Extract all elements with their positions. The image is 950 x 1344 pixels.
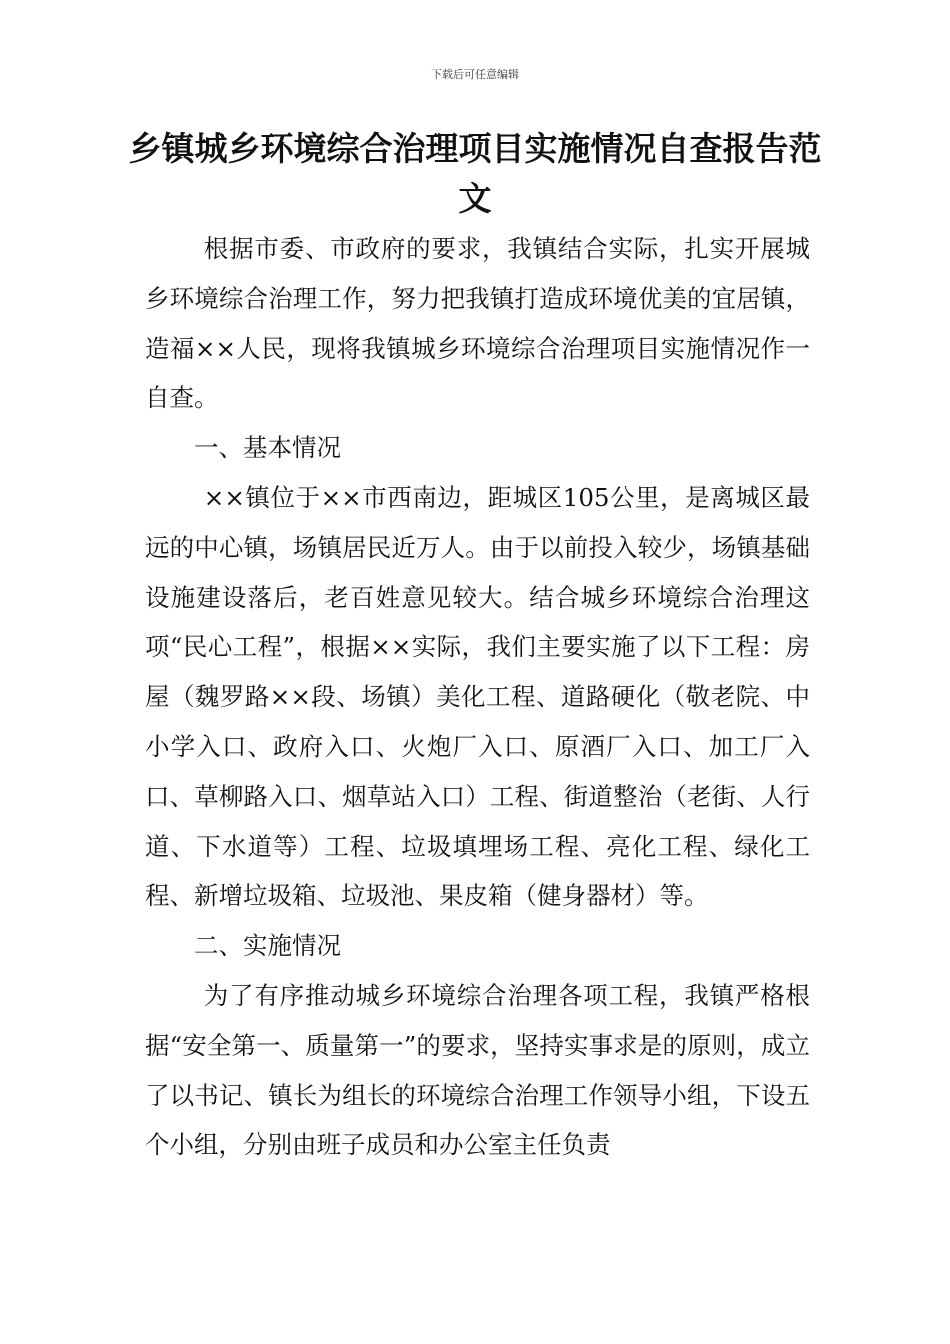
document-title: 乡镇城乡环境综合治理项目实施情况自查报告范文 xyxy=(128,129,822,218)
document-body xyxy=(145,224,810,1170)
section-heading-implementation: 二、实施情况 xyxy=(194,931,341,961)
paragraph-intro: 根据市委、市政府的要求，我镇结合实际，扎实开展城乡环境综合治理工作，努力把我镇打造成环境优美的宜居镇，造福××人民，现将我镇城乡环境综合治理项目实施情况作一自查。 xyxy=(145,234,810,413)
paragraph-implementation: 为了有序推动城乡环境综合治理各项工程，我镇严格根据“安全第一、质量第一”的要求，坚持实事求是的原则，成立了以书记、镇长为组长的环境综合治理工作领导小组，下设五个小组，分别由班子成员和办公室主任负责 xyxy=(145,980,810,1160)
section-heading-basic: 一、基本情况 xyxy=(194,433,341,463)
header-note: 下载后可任意编辑 xyxy=(431,68,519,81)
paragraph-basic: ××镇位于××市西南边，距城区105公里，是离城区最远的中心镇，场镇居民近万人。由于以前投入较少，场镇基础设施建设落后，老百姓意见较大。结合城乡环境综合治理这项“民心工程”，根据××实际，我们主要实施了以下工程：房屋（魏罗路××段、场镇）美化工程、道路硬化（敬老院、中小学入口、政府入口、火炮厂入口、原酒厂入口、加工厂入口、草柳路入口、烟草站入口）工程、街道整治（老街、人行道、下水道等）工程、垃圾填埋场工程、亮化工程、绿化工程、新增垃圾箱、垃圾池、果皮箱（健身器材）等。 xyxy=(145,482,810,911)
